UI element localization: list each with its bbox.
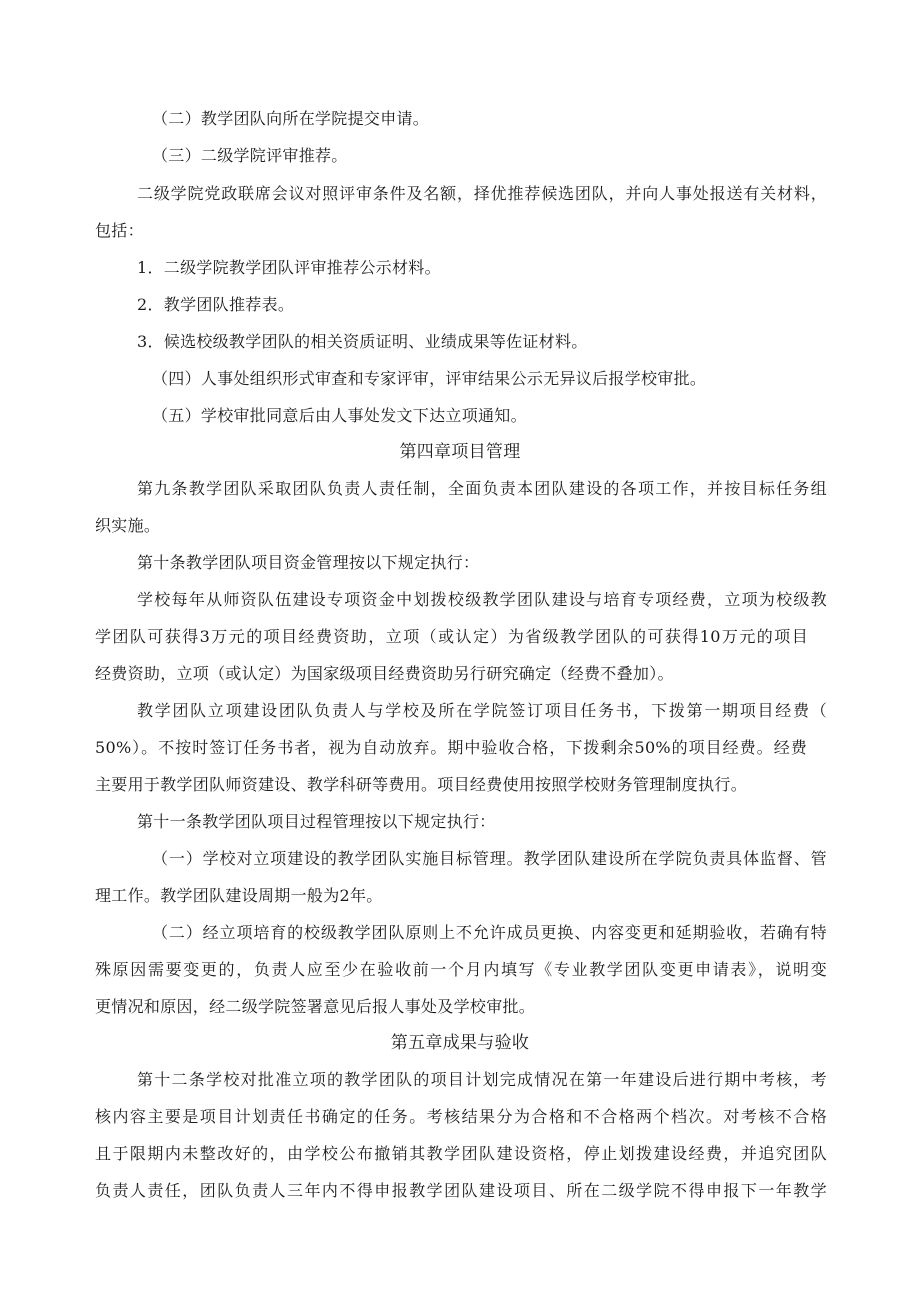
- text-line: 教学团队立项建设团队负责人与学校及所在学院签订项目任务书，下拨第一期项目经费（: [137, 701, 827, 720]
- text-line: 负责人责任，团队负责人三年内不得申报教学团队建设项目、所在二级学院不得申报下一年教学: [95, 1181, 827, 1200]
- text-line: 第十条教学团队项目资金管理按以下规定执行：: [137, 553, 480, 572]
- text-line: （五）学校审批同意后由人事处发文下达立项通知。: [152, 406, 527, 425]
- text-line: （二）经立项培育的校级教学团队原则上不允许成员更换、内容变更和延期验收，若确有特: [152, 923, 827, 942]
- text-line: 核内容主要是项目计划责任书确定的任务。考核结果分为合格和不合格两个档次。对考核不合格: [95, 1107, 827, 1126]
- list-item: 3．候选校级教学团队的相关资质证明、业绩成果等佐证材料。: [137, 332, 588, 351]
- chapter-heading: 第五章成果与验收: [390, 1033, 530, 1053]
- list-item: 2．教学团队推荐表。: [137, 295, 295, 314]
- text-line: 二级学院党政联席会议对照评审条件及名额，择优推荐候选团队，并向人事处报送有关材料，: [137, 184, 827, 203]
- list-item: 1．二级学院教学团队评审推荐公示材料。: [137, 258, 441, 277]
- text-line: 第十一条教学团队项目过程管理按以下规定执行：: [137, 812, 496, 831]
- text-line: （二）教学团队向所在学院提交申请。: [152, 109, 430, 128]
- text-line: 理工作。教学团队建设周期一般为2年。: [95, 886, 383, 905]
- text-line: 主要用于教学团队师资建设、教学科研等费用。项目经费使用按照学校财务管理制度执行。: [95, 775, 748, 794]
- text-line: （一）学校对立项建设的教学团队实施目标管理。教学团队建设所在学院负责具体监督、管: [152, 849, 827, 868]
- chapter-heading: 第四章项目管理: [399, 442, 521, 462]
- text-line: （三）二级学院评审推荐。: [152, 146, 348, 165]
- text-line: 学校每年从师资队伍建设专项资金中划拨校级教学团队建设与培育专项经费，立项为校级教: [137, 590, 827, 609]
- text-line: 殊原因需要变更的，负责人应至少在验收前一个月内填写《专业教学团队变更申请表》，说明变: [95, 960, 827, 979]
- text-line: 更情况和原因，经二级学院签署意见后报人事处及学校审批。: [95, 997, 536, 1016]
- text-line: （四）人事处组织形式审查和专家评审，评审结果公示无异议后报学校审批。: [152, 369, 707, 388]
- text-line: 经费资助，立项（或认定）为国家级项目经费资助另行研究确定（经费不叠加）。: [95, 664, 674, 683]
- text-line: 且于限期内未整改好的，由学校公布撤销其教学团队建设资格，停止划拨建设经费，并追究团队: [95, 1144, 827, 1163]
- text-line: 第十二条学校对批准立项的教学团队的项目计划完成情况在第一年建设后进行期中考核，考: [137, 1070, 827, 1089]
- text-line: 50%）。不按时签订任务书者，视为自动放弃。期中验收合格，下拨剩余50%的项目经费。经费: [95, 738, 807, 757]
- text-line: 学团队可获得3万元的项目经费资助，立项（或认定）为省级教学团队的可获得10万元的项目: [95, 627, 808, 646]
- text-line: 包括：: [95, 221, 144, 240]
- text-line: 织实施。: [95, 516, 161, 535]
- text-line: 第九条教学团队采取团队负责人责任制，全面负责本团队建设的各项工作，并按目标任务组: [137, 479, 827, 498]
